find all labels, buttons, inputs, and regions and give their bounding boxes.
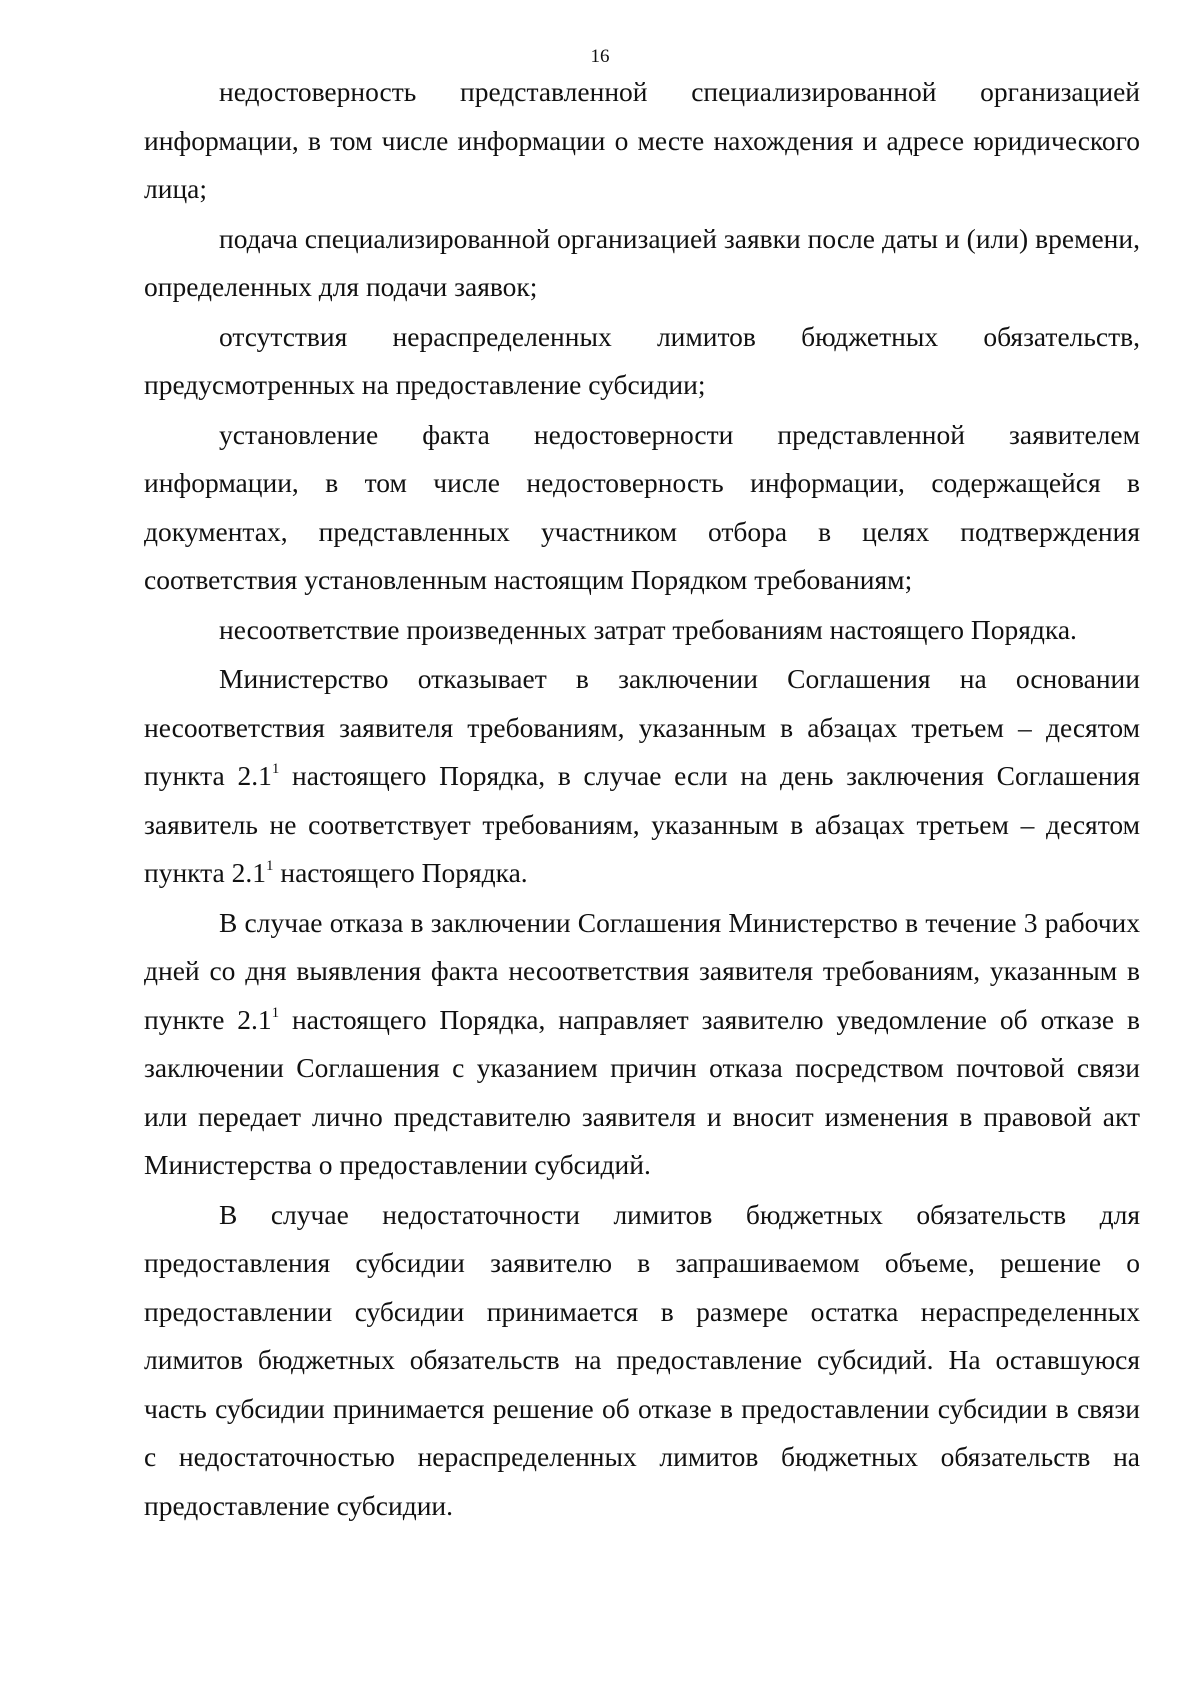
- paragraph-no-limits: отсутствия нераспределенных лимитов бюджетных обязательств, предусмотренных на предоставление субсидии;: [144, 320, 1140, 400]
- paragraph-costs-mismatch: несоответствие произведенных затрат требованиям настоящего Порядка.: [219, 613, 1077, 645]
- text-run: В случае отказа в заключении Соглашения Министерство в течение 3 рабочих дней со дня выявления факта несоответствия заявителя требованиям, указанным в пункте 2.1: [144, 906, 1140, 1035]
- paragraph-refusal-agreement: [144, 655, 1140, 898]
- text-run: настоящего Порядка, в случае если на день заключения Соглашения заявитель не соответствует требованиям, указанным в абзацах третьем – десятом пункта 2.1: [144, 760, 1140, 888]
- superscript: 1: [266, 858, 274, 874]
- text-run: Министерство отказывает в заключении Соглашения на основании несоответствия заявителя требованиям, указанным в абзацах третьем – десятом пункта 2.1: [144, 663, 1140, 791]
- text-run: настоящего Порядка, направляет заявителю уведомление об отказе в заключении Соглашения с указанием причин отказа посредством почтовой связи или передает лично представителю заявителя и вносит изменения в правовой акт Министерства о предоставлении субсидий.: [144, 1003, 1140, 1180]
- text-run: настоящего Порядка.: [273, 857, 528, 888]
- superscript: 1: [271, 761, 280, 777]
- page-number: 16: [590, 46, 610, 67]
- document-body: [144, 68, 1140, 1531]
- paragraph-late-application: подача специализированной организацией заявки после даты и (или) времени, определенных для подачи заявок;: [144, 222, 1140, 302]
- superscript: 1: [271, 1004, 280, 1021]
- paragraph-false-information: установление факта недостоверности представленной заявителем информации, в том числе недостоверность информации, содержащейся в документах, представленных участником отбора в целях подтверждения соответствия установленным настоящим Порядком требованиям;: [144, 418, 1140, 595]
- paragraph-continuation: недостоверность представленной специализированной организацией информации, в том числе информации о месте нахождения и адресе юридического лица;: [144, 76, 1140, 204]
- paragraph-refusal-notice: [144, 899, 1140, 1190]
- paragraph-insufficient-limits: В случае недостаточности лимитов бюджетных обязательств для предоставления субсидии заявителю в запрашиваемом объеме, решение о предоставлении субсидии принимается в размере остатка нераспределенных лимитов бюджетных обязательств на предоставление субсидий. На оставшуюся часть субсидии принимается решение об отказе в предоставлении субсидии в связи с недостаточностью нераспределенных лимитов бюджетных обязательств на предоставление субсидии.: [144, 1198, 1140, 1521]
